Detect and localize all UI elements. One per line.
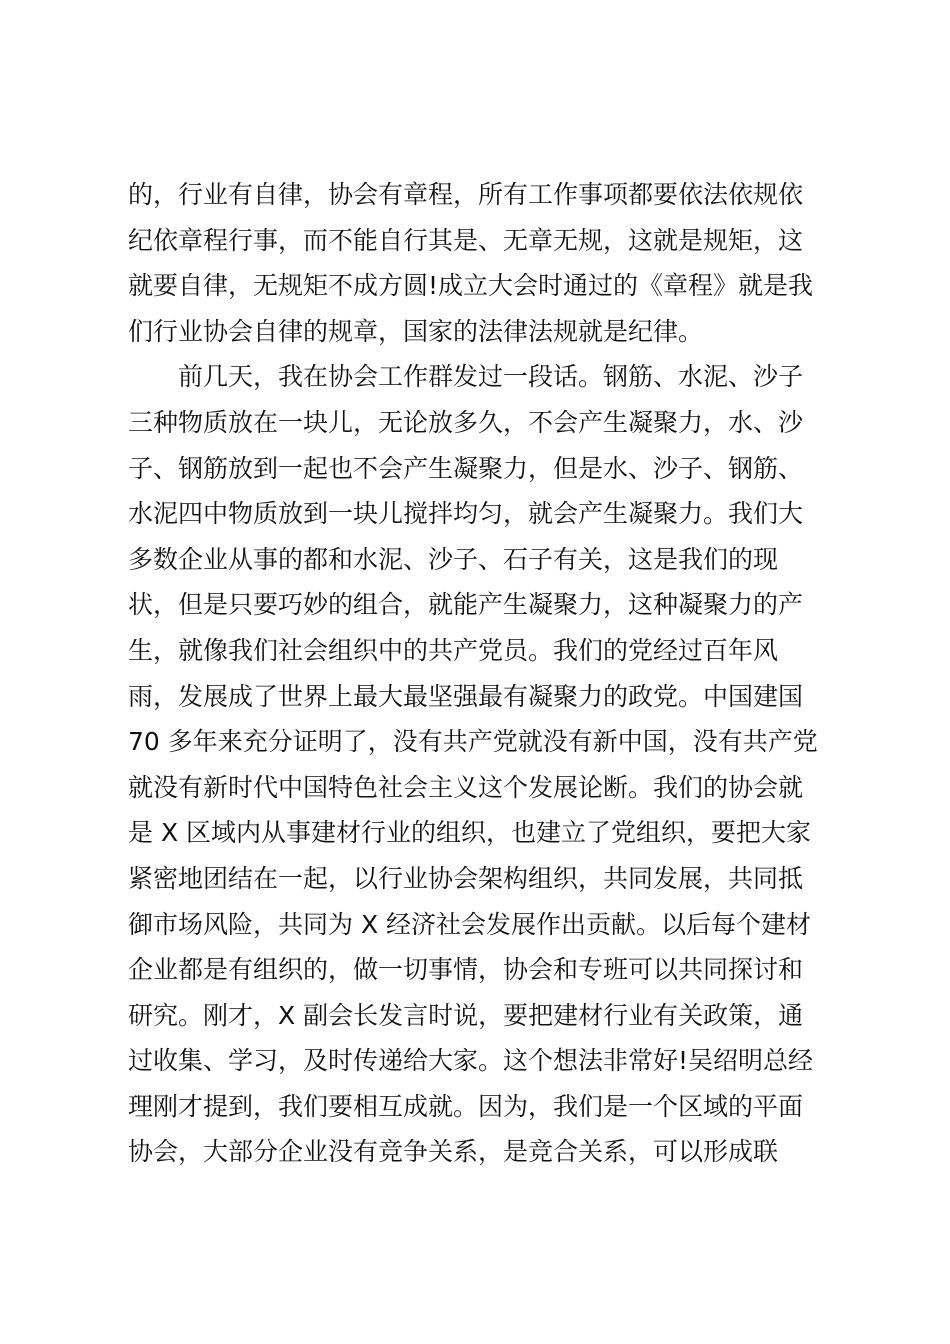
text-line-13: 70 多年来充分证明了，没有共产党就没有新中国，没有共产党: [128, 727, 818, 757]
text-line-10: 状，但是只要巧妙的组合，就能产生凝聚力，这种凝聚力的产: [128, 590, 804, 620]
text-line-19: 研究。刚才，X 副会长发言时说，要把建材行业有关政策，通: [128, 1000, 804, 1030]
text-line-7: 子、钢筋放到一起也不会产生凝聚力，但是水、沙子、钢筋、: [128, 453, 804, 483]
text-line-6: 三种物质放在一块儿，无论放多久，不会产生凝聚力，水、沙: [128, 407, 804, 437]
text-line-1: 的，行业有自律，协会有章程，所有工作事项都要依法依规依: [128, 180, 804, 209]
text-line-20: 过收集、学习，及时传递给大家。这个想法非常好!吴绍明总经: [128, 1046, 814, 1076]
text-line-8: 水泥四中物质放到一块儿搅拌均匀，就会产生凝聚力。我们大: [128, 499, 804, 529]
text-line-4: 们行业协会自律的规章，国家的法律法规就是纪律。: [128, 316, 704, 346]
text-line-11: 生，就像我们社会组织中的共产党员。我们的党经过百年风: [128, 635, 779, 665]
text-line-9: 多数企业从事的都和水泥、沙子、石子有关，这是我们的现: [128, 544, 779, 574]
text-line-18: 企业都是有组织的，做一切事情，协会和专班可以共同探讨和: [128, 955, 804, 985]
text-line-3: 就要自律，无规矩不成方圆!成立大会时通过的《章程》就是我: [128, 271, 814, 301]
text-line-22: 协会，大部分企业没有竞争关系，是竞合关系，可以形成联: [128, 1137, 779, 1167]
text-line-5: 前几天，我在协会工作群发过一段话。钢筋、水泥、沙子: [178, 362, 804, 392]
body-text: [128, 172, 828, 1175]
text-line-14: 就没有新时代中国特色社会主义这个发展论断。我们的协会就: [128, 772, 804, 802]
text-line-17: 御市场风险，共同为 X 经济社会发展作出贡献。以后每个建材: [128, 909, 812, 939]
text-line-2: 纪依章程行事，而不能自行其是、无章无规，这就是规矩，这: [128, 225, 804, 255]
text-line-21: 理刚才提到，我们要相互成就。因为，我们是一个区域的平面: [128, 1091, 804, 1121]
text-line-12: 雨，发展成了世界上最大最坚强最有凝聚力的政党。中国建国: [128, 681, 804, 711]
text-line-15: 是 X 区域内从事建材行业的组织，也建立了党组织，要把大家: [128, 818, 812, 848]
text-line-16: 紧密地团结在一起，以行业协会架构组织，共同发展，共同抵: [128, 863, 804, 893]
